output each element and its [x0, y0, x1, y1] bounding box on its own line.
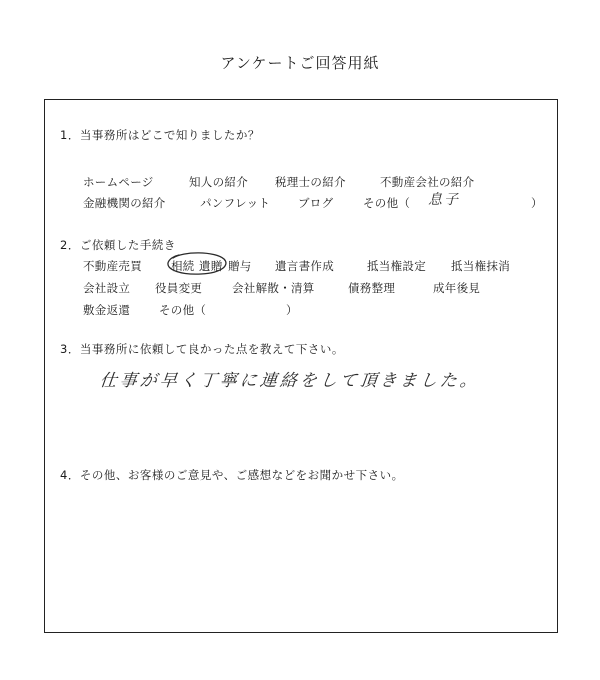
q1-option-acquaintance: 知人の紹介	[189, 175, 248, 189]
selected-option-circle-mark	[165, 252, 229, 276]
q2-option-will-drafting: 遺言書作成	[275, 259, 334, 273]
q2-option-gift: 贈与	[228, 259, 252, 273]
q3-handwritten-answer: 仕事が早く丁寧に連絡をして頂きました。	[98, 371, 481, 391]
q2-other-close-paren: ）	[286, 303, 298, 317]
q1-other-handwritten-answer: 息子	[428, 192, 460, 208]
question-4-title: 4．その他、お客様のご意見や、ご感想などをお聞かせ下さい。	[60, 468, 404, 482]
q2-option-bequest: 遺贈	[199, 259, 223, 273]
q2-option-debt-consolidation: 債務整理	[348, 281, 396, 295]
q2-option-deposit-refund: 敷金返還	[83, 303, 131, 317]
q2-option-company-dissolution: 会社解散・清算	[232, 281, 315, 295]
q1-option-homepage: ホームページ	[83, 175, 154, 189]
question-1-title: 1．当事務所はどこで知りましたか？	[60, 128, 260, 142]
q1-option-pamphlet: パンフレット	[200, 196, 271, 210]
q2-option-mortgage-setup: 抵当権設定	[367, 259, 426, 273]
q1-option-blog: ブログ	[298, 196, 334, 210]
q1-option-tax-accountant: 税理士の紹介	[275, 175, 346, 189]
form-title: アンケートご回答用紙	[220, 54, 380, 72]
q2-option-adult-guardianship: 成年後見	[433, 281, 481, 295]
q2-option-inheritance: 相続	[171, 259, 195, 273]
q2-option-officer-change: 役員変更	[155, 281, 203, 295]
question-2-title: 2．ご依頼した手続き	[60, 238, 176, 252]
q2-option-company-establishment: 会社設立	[83, 281, 131, 295]
q1-other-close-paren: ）	[531, 196, 543, 210]
q2-option-mortgage-cancel: 抵当権抹消	[451, 259, 510, 273]
q1-option-financial-institution: 金融機関の紹介	[83, 196, 166, 210]
q1-option-other: その他（	[363, 196, 411, 210]
q1-option-real-estate-company: 不動産会社の紹介	[380, 175, 475, 189]
q2-option-real-estate-sale: 不動産売買	[83, 259, 142, 273]
question-3-title: 3．当事務所に依頼して良かった点を教えて下さい。	[60, 342, 344, 356]
q2-option-other: その他（	[159, 303, 207, 317]
